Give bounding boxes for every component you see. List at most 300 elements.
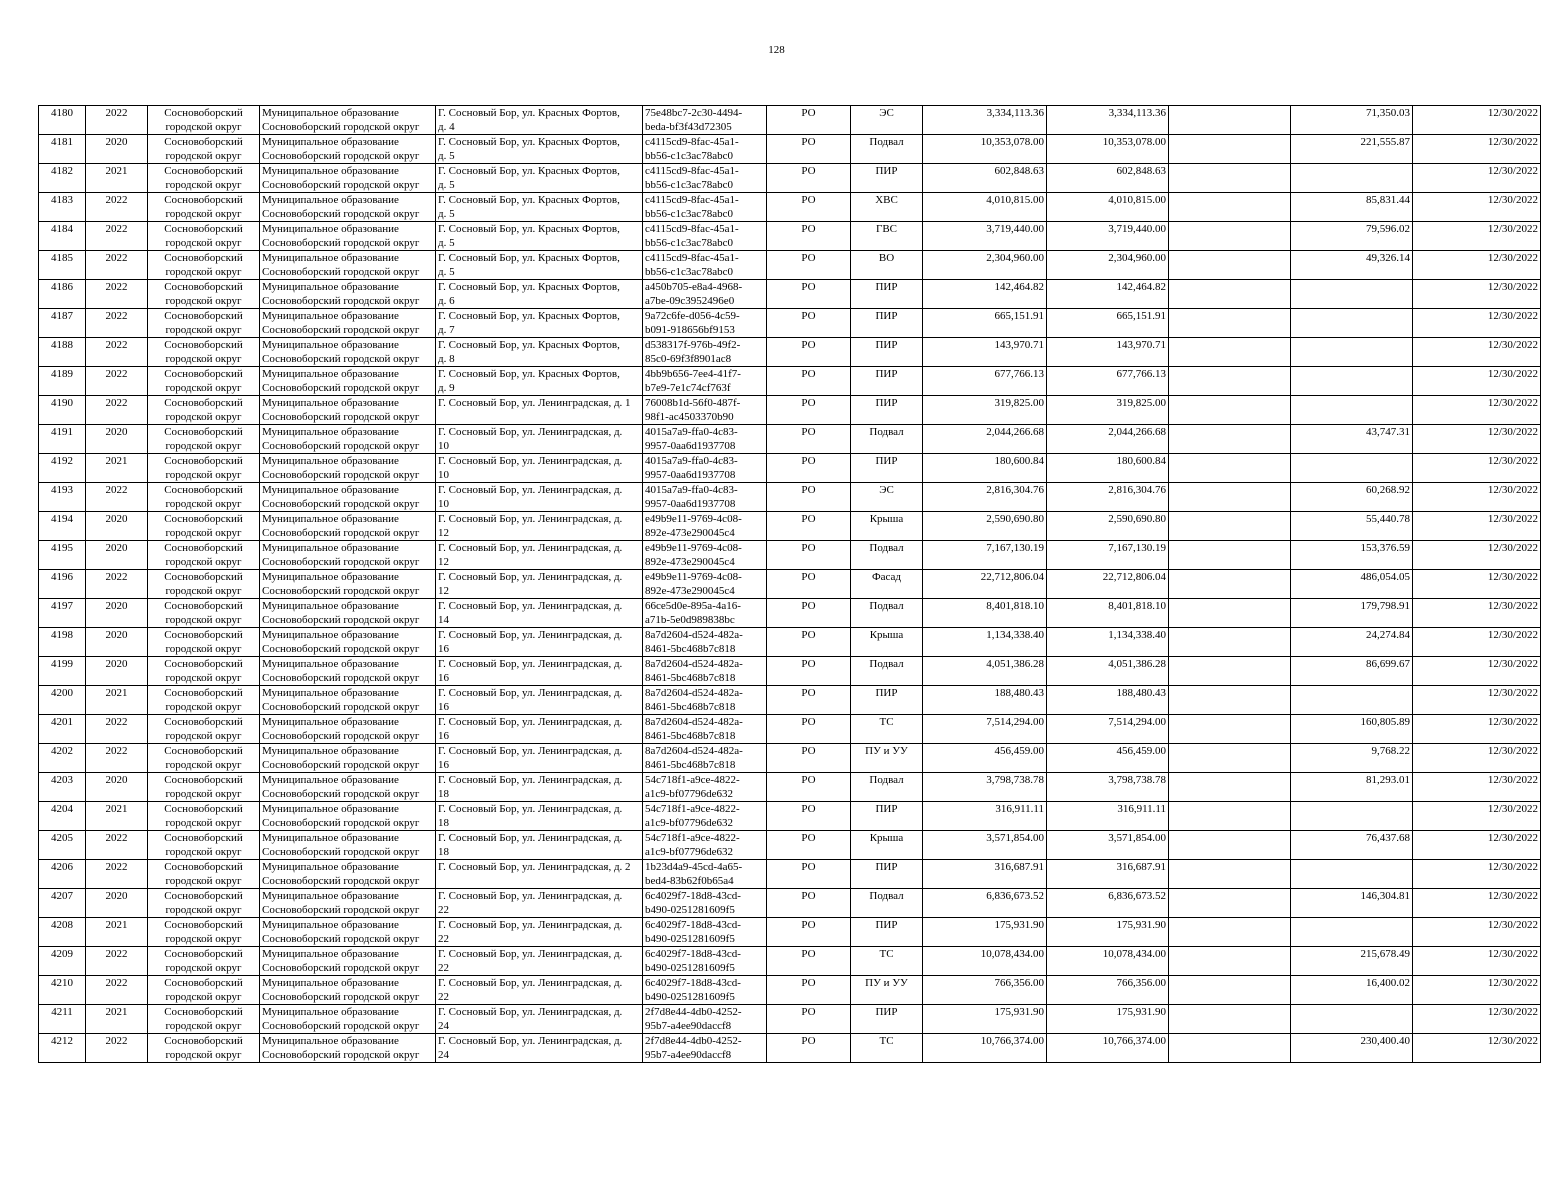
cell-extra [1169, 454, 1291, 483]
cell-program: РО [767, 657, 851, 686]
cell-work-type: ПУ и УУ [851, 976, 923, 1005]
cell-house-guid-line: 4015a7a9-ffa0-4c83- [645, 455, 738, 467]
cell-fee: 60,268.92 [1291, 483, 1413, 512]
cell-municipality-line: Сосновоборский городской округ [262, 295, 420, 307]
cell-total: 3,798,738.78 [1047, 773, 1169, 802]
cell-house-guid-line: 2f7d8e44-4db0-4252- [645, 1006, 742, 1018]
cell-address [436, 1005, 643, 1034]
cell-district-line: городской округ [165, 643, 242, 655]
cell-address [436, 164, 643, 193]
cell-number: 4191 [39, 425, 86, 454]
cell-total: 4,010,815.00 [1047, 193, 1169, 222]
cell-municipality-line: Муниципальное образование [262, 629, 399, 641]
cell-address-line: 16 [438, 759, 449, 771]
cell-address [436, 715, 643, 744]
cell-fee: 71,350.03 [1291, 106, 1413, 135]
cell-work-type: ПИР [851, 860, 923, 889]
cell-date: 12/30/2022 [1413, 483, 1541, 512]
cell-extra [1169, 1005, 1291, 1034]
table-row [39, 396, 1541, 425]
cell-fee: 160,805.89 [1291, 715, 1413, 744]
cell-program: РО [767, 889, 851, 918]
cell-district-line: городской округ [165, 614, 242, 626]
cell-year: 2022 [86, 1034, 148, 1063]
cell-address [436, 889, 643, 918]
cell-number: 4181 [39, 135, 86, 164]
cell-total: 3,719,440.00 [1047, 222, 1169, 251]
cell-program: РО [767, 512, 851, 541]
cell-house-guid [643, 193, 767, 222]
cell-year: 2022 [86, 976, 148, 1005]
cell-total: 180,600.84 [1047, 454, 1169, 483]
cell-extra [1169, 628, 1291, 657]
cell-house-guid [643, 454, 767, 483]
cell-address-line: 14 [438, 614, 449, 626]
cell-municipality-line: Сосновоборский городской округ [262, 556, 420, 568]
cell-cost: 175,931.90 [923, 1005, 1047, 1034]
cell-municipality [260, 193, 436, 222]
cell-number: 4202 [39, 744, 86, 773]
cell-house-guid-line: b490-0251281609f5 [645, 962, 735, 974]
cell-number: 4196 [39, 570, 86, 599]
cell-address-line: 16 [438, 672, 449, 684]
cell-date: 12/30/2022 [1413, 396, 1541, 425]
cell-house-guid-line: c4115cd9-8fac-45a1- [645, 136, 739, 148]
cell-fee: 153,376.59 [1291, 541, 1413, 570]
cell-address-line: 10 [438, 498, 449, 510]
cell-district-line: Сосновоборский [164, 368, 243, 380]
cell-municipality-line: Муниципальное образование [262, 310, 399, 322]
cell-district-line: городской округ [165, 817, 242, 829]
cell-total: 2,816,304.76 [1047, 483, 1169, 512]
cell-date: 12/30/2022 [1413, 628, 1541, 657]
cell-extra [1169, 889, 1291, 918]
table-row [39, 976, 1541, 1005]
cell-cost: 7,514,294.00 [923, 715, 1047, 744]
cell-work-type: ПИР [851, 1005, 923, 1034]
cell-municipality-line: Муниципальное образование [262, 397, 399, 409]
cell-municipality-line: Муниципальное образование [262, 107, 399, 119]
cell-house-guid-line: b490-0251281609f5 [645, 991, 735, 1003]
cell-date: 12/30/2022 [1413, 512, 1541, 541]
cell-district-line: Сосновоборский [164, 571, 243, 583]
cell-house-guid-line: bed4-83b62f0b65a4 [645, 875, 734, 887]
cell-number: 4206 [39, 860, 86, 889]
table-row [39, 860, 1541, 889]
cell-extra [1169, 251, 1291, 280]
cell-year: 2022 [86, 251, 148, 280]
cell-year: 2020 [86, 541, 148, 570]
cell-house-guid-line: bb56-c1c3ac78abc0 [645, 237, 733, 249]
cell-municipality-line: Муниципальное образование [262, 774, 399, 786]
cell-district-line: Сосновоборский [164, 310, 243, 322]
cell-extra [1169, 309, 1291, 338]
cell-district-line: городской округ [165, 730, 242, 742]
cell-cost: 2,044,266.68 [923, 425, 1047, 454]
cell-house-guid [643, 396, 767, 425]
cell-municipality [260, 599, 436, 628]
cell-number: 4201 [39, 715, 86, 744]
cell-district-line: Сосновоборский [164, 832, 243, 844]
cell-district [148, 599, 260, 628]
cell-date: 12/30/2022 [1413, 715, 1541, 744]
cell-district-line: Сосновоборский [164, 1006, 243, 1018]
cell-address-line: Г. Сосновый Бор, ул. Ленинградская, д. [438, 513, 623, 525]
cell-district [148, 309, 260, 338]
table-row [39, 251, 1541, 280]
table-row [39, 686, 1541, 715]
cell-address [436, 918, 643, 947]
cell-program: РО [767, 483, 851, 512]
table-row [39, 889, 1541, 918]
cell-municipality-line: Муниципальное образование [262, 658, 399, 670]
cell-district [148, 831, 260, 860]
cell-work-type: ПУ и УУ [851, 744, 923, 773]
cell-fee [1291, 918, 1413, 947]
cell-extra [1169, 1034, 1291, 1063]
cell-work-type: ЭС [851, 106, 923, 135]
cell-year: 2020 [86, 773, 148, 802]
cell-municipality [260, 425, 436, 454]
cell-date: 12/30/2022 [1413, 280, 1541, 309]
cell-municipality-line: Муниципальное образование [262, 252, 399, 264]
cell-cost: 10,353,078.00 [923, 135, 1047, 164]
cell-year: 2022 [86, 280, 148, 309]
cell-address [436, 106, 643, 135]
cell-municipality-line: Муниципальное образование [262, 977, 399, 989]
cell-address-line: Г. Сосновый Бор, ул. Красных Фортов, [438, 310, 620, 322]
cell-municipality [260, 338, 436, 367]
cell-address [436, 599, 643, 628]
cell-year: 2021 [86, 164, 148, 193]
cell-program: РО [767, 1034, 851, 1063]
cell-work-type: Подвал [851, 135, 923, 164]
cell-municipality-line: Сосновоборский городской округ [262, 411, 420, 423]
cell-address [436, 338, 643, 367]
cell-house-guid-line: c4115cd9-8fac-45a1- [645, 223, 739, 235]
cell-number: 4186 [39, 280, 86, 309]
cell-district-line: Сосновоборский [164, 774, 243, 786]
cell-district [148, 135, 260, 164]
table-row [39, 599, 1541, 628]
cell-district-line: городской округ [165, 962, 242, 974]
cell-municipality-line: Сосновоборский городской округ [262, 817, 420, 829]
cell-house-guid-line: 2f7d8e44-4db0-4252- [645, 1035, 742, 1047]
cell-house-guid [643, 541, 767, 570]
cell-district-line: городской округ [165, 237, 242, 249]
table-row [39, 947, 1541, 976]
cell-house-guid [643, 338, 767, 367]
cell-municipality [260, 802, 436, 831]
table-row [39, 1005, 1541, 1034]
cell-address [436, 628, 643, 657]
cell-date: 12/30/2022 [1413, 686, 1541, 715]
cell-fee [1291, 164, 1413, 193]
cell-address-line: 10 [438, 440, 449, 452]
cell-district-line: Сосновоборский [164, 658, 243, 670]
cell-extra [1169, 744, 1291, 773]
cell-program: РО [767, 599, 851, 628]
cell-number: 4210 [39, 976, 86, 1005]
cell-address-line: Г. Сосновый Бор, ул. Ленинградская, д. [438, 687, 623, 699]
cell-district-line: городской округ [165, 846, 242, 858]
cell-house-guid [643, 715, 767, 744]
cell-municipality-line: Сосновоборский городской округ [262, 846, 420, 858]
cell-cost: 4,010,815.00 [923, 193, 1047, 222]
cell-municipality-line: Сосновоборский городской округ [262, 614, 420, 626]
table-row [39, 454, 1541, 483]
cell-municipality-line: Сосновоборский городской округ [262, 266, 420, 278]
cell-number: 4185 [39, 251, 86, 280]
cell-house-guid-line: 8461-5bc468b7c818 [645, 672, 736, 684]
cell-house-guid-line: 76008b1d-56f0-487f- [645, 397, 741, 409]
table-row [39, 831, 1541, 860]
cell-program: РО [767, 686, 851, 715]
table-row [39, 483, 1541, 512]
cell-work-type: Крыша [851, 628, 923, 657]
cell-district-line: городской округ [165, 1049, 242, 1061]
cell-number: 4205 [39, 831, 86, 860]
cell-municipality-line: Сосновоборский городской округ [262, 179, 420, 191]
cell-address-line: Г. Сосновый Бор, ул. Красных Фортов, [438, 107, 620, 119]
cell-municipality-line: Муниципальное образование [262, 165, 399, 177]
cell-house-guid-line: b091-918656bf9153 [645, 324, 735, 336]
cell-number: 4188 [39, 338, 86, 367]
cell-program: РО [767, 309, 851, 338]
cell-district-line: городской округ [165, 585, 242, 597]
cell-work-type: ПИР [851, 338, 923, 367]
cell-house-guid [643, 918, 767, 947]
cell-address-line: Г. Сосновый Бор, ул. Красных Фортов, [438, 223, 620, 235]
cell-address-line: 12 [438, 585, 449, 597]
cell-district-line: городской округ [165, 904, 242, 916]
cell-district-line: Сосновоборский [164, 339, 243, 351]
cell-municipality [260, 367, 436, 396]
cell-district [148, 889, 260, 918]
cell-year: 2022 [86, 831, 148, 860]
cell-extra [1169, 715, 1291, 744]
cell-municipality-line: Муниципальное образование [262, 136, 399, 148]
cell-district-line: городской округ [165, 933, 242, 945]
cell-municipality-line: Сосновоборский городской округ [262, 324, 420, 336]
cell-address-line: д. 6 [438, 295, 455, 307]
cell-house-guid [643, 106, 767, 135]
cell-municipality [260, 396, 436, 425]
table-row [39, 367, 1541, 396]
cell-house-guid [643, 976, 767, 1005]
cell-address-line: Г. Сосновый Бор, ул. Ленинградская, д. [438, 919, 623, 931]
cell-cost: 2,304,960.00 [923, 251, 1047, 280]
cell-year: 2022 [86, 222, 148, 251]
cell-year: 2022 [86, 744, 148, 773]
cell-cost: 766,356.00 [923, 976, 1047, 1005]
cell-house-guid-line: bb56-c1c3ac78abc0 [645, 179, 733, 191]
cell-work-type: ПИР [851, 367, 923, 396]
cell-district [148, 396, 260, 425]
cell-house-guid-line: 8a7d2604-d524-482a- [645, 745, 743, 757]
cell-year: 2022 [86, 947, 148, 976]
cell-number: 4199 [39, 657, 86, 686]
cell-number: 4180 [39, 106, 86, 135]
cell-total: 677,766.13 [1047, 367, 1169, 396]
cell-house-guid-line: e49b9e11-9769-4c08- [645, 571, 742, 583]
cell-number: 4187 [39, 309, 86, 338]
cell-program: РО [767, 193, 851, 222]
cell-municipality-line: Муниципальное образование [262, 716, 399, 728]
cell-date: 12/30/2022 [1413, 947, 1541, 976]
cell-district-line: Сосновоборский [164, 890, 243, 902]
cell-house-guid-line: 8a7d2604-d524-482a- [645, 658, 743, 670]
cell-address [436, 280, 643, 309]
cell-municipality-line: Муниципальное образование [262, 426, 399, 438]
cell-date: 12/30/2022 [1413, 338, 1541, 367]
cell-work-type: ПИР [851, 686, 923, 715]
cell-number: 4194 [39, 512, 86, 541]
cell-house-guid-line: 98f1-ac4503370b90 [645, 411, 734, 423]
cell-address-line: Г. Сосновый Бор, ул. Ленинградская, д. [438, 658, 623, 670]
cell-cost: 7,167,130.19 [923, 541, 1047, 570]
cell-municipality-line: Муниципальное образование [262, 484, 399, 496]
cell-house-guid-line: bb56-c1c3ac78abc0 [645, 208, 733, 220]
cell-work-type: ПИР [851, 918, 923, 947]
cell-municipality-line: Сосновоборский городской округ [262, 585, 420, 597]
cell-date: 12/30/2022 [1413, 1034, 1541, 1063]
cell-address [436, 947, 643, 976]
cell-municipality-line: Муниципальное образование [262, 948, 399, 960]
cell-municipality-line: Муниципальное образование [262, 890, 399, 902]
cell-municipality [260, 860, 436, 889]
cell-fee: 16,400.02 [1291, 976, 1413, 1005]
cell-district [148, 686, 260, 715]
cell-municipality-line: Сосновоборский городской округ [262, 730, 420, 742]
cell-fee: 86,699.67 [1291, 657, 1413, 686]
table-row [39, 135, 1541, 164]
cell-address-line: 18 [438, 788, 449, 800]
cell-extra [1169, 570, 1291, 599]
cell-total: 456,459.00 [1047, 744, 1169, 773]
cell-date: 12/30/2022 [1413, 454, 1541, 483]
cell-municipality [260, 251, 436, 280]
cell-date: 12/30/2022 [1413, 918, 1541, 947]
cell-municipality-line: Муниципальное образование [262, 513, 399, 525]
cell-house-guid-line: 95b7-a4ee90daccf8 [645, 1049, 732, 1061]
cell-address-line: Г. Сосновый Бор, ул. Ленинградская, д. [438, 745, 623, 757]
cell-year: 2022 [86, 367, 148, 396]
cell-cost: 10,766,374.00 [923, 1034, 1047, 1063]
cell-year: 2020 [86, 512, 148, 541]
cell-date: 12/30/2022 [1413, 135, 1541, 164]
cell-total: 665,151.91 [1047, 309, 1169, 338]
cell-address [436, 309, 643, 338]
cell-work-type: Крыша [851, 831, 923, 860]
cell-address-line: Г. Сосновый Бор, ул. Ленинградская, д. [438, 948, 623, 960]
cell-district-line: городской округ [165, 353, 242, 365]
cell-district [148, 570, 260, 599]
cell-municipality-line: Сосновоборский городской округ [262, 701, 420, 713]
cell-fee [1291, 396, 1413, 425]
cell-municipality [260, 512, 436, 541]
table-row [39, 193, 1541, 222]
cell-address-line: Г. Сосновый Бор, ул. Ленинградская, д. [438, 629, 623, 641]
cell-district-line: Сосновоборский [164, 455, 243, 467]
cell-extra [1169, 802, 1291, 831]
cell-house-guid-line: c4115cd9-8fac-45a1- [645, 194, 739, 206]
cell-fee [1291, 338, 1413, 367]
cell-cost: 2,590,690.80 [923, 512, 1047, 541]
table-row [39, 1034, 1541, 1063]
cell-district [148, 744, 260, 773]
cell-municipality-line: Муниципальное образование [262, 687, 399, 699]
cell-number: 4182 [39, 164, 86, 193]
cell-work-type: ПИР [851, 802, 923, 831]
cell-house-guid [643, 222, 767, 251]
cell-work-type: ХВС [851, 193, 923, 222]
cell-municipality-line: Муниципальное образование [262, 1006, 399, 1018]
cell-total: 2,044,266.68 [1047, 425, 1169, 454]
cell-program: РО [767, 744, 851, 773]
cell-district [148, 367, 260, 396]
table-row [39, 309, 1541, 338]
cell-municipality [260, 106, 436, 135]
cell-address [436, 367, 643, 396]
cell-house-guid-line: 892e-473e290045c4 [645, 556, 735, 568]
cell-work-type: Подвал [851, 889, 923, 918]
cell-municipality [260, 309, 436, 338]
cell-year: 2022 [86, 309, 148, 338]
cell-fee [1291, 1005, 1413, 1034]
cell-municipality-line: Сосновоборский городской округ [262, 788, 420, 800]
cell-district-line: Сосновоборский [164, 484, 243, 496]
cell-address-line: Г. Сосновый Бор, ул. Ленинградская, д. [438, 977, 623, 989]
cell-house-guid-line: 4015a7a9-ffa0-4c83- [645, 426, 738, 438]
cell-address-line: Г. Сосновый Бор, ул. Ленинградская, д. [438, 890, 623, 902]
cell-cost: 6,836,673.52 [923, 889, 1047, 918]
cell-municipality-line: Муниципальное образование [262, 919, 399, 931]
cell-extra [1169, 512, 1291, 541]
cell-extra [1169, 396, 1291, 425]
cell-fee [1291, 367, 1413, 396]
cell-district-line: городской округ [165, 411, 242, 423]
cell-cost: 175,931.90 [923, 918, 1047, 947]
cell-date: 12/30/2022 [1413, 599, 1541, 628]
cell-address-line: Г. Сосновый Бор, ул. Ленинградская, д. 1 [438, 397, 631, 409]
cell-program: РО [767, 918, 851, 947]
cell-program: РО [767, 367, 851, 396]
cell-date: 12/30/2022 [1413, 860, 1541, 889]
cell-address-line: д. 8 [438, 353, 455, 365]
cell-municipality-line: Сосновоборский городской округ [262, 1049, 420, 1061]
cell-house-guid [643, 367, 767, 396]
cell-extra [1169, 831, 1291, 860]
cell-district-line: Сосновоборский [164, 861, 243, 873]
cell-house-guid-line: d538317f-976b-49f2- [645, 339, 741, 351]
cell-municipality-line: Муниципальное образование [262, 600, 399, 612]
cell-address-line: Г. Сосновый Бор, ул. Красных Фортов, [438, 252, 620, 264]
cell-district-line: городской округ [165, 295, 242, 307]
cell-municipality-line: Муниципальное образование [262, 223, 399, 235]
cell-district-line: Сосновоборский [164, 716, 243, 728]
cell-cost: 3,334,113.36 [923, 106, 1047, 135]
cell-address-line: Г. Сосновый Бор, ул. Красных Фортов, [438, 281, 620, 293]
cell-fee: 9,768.22 [1291, 744, 1413, 773]
cell-address [436, 976, 643, 1005]
cell-district-line: Сосновоборский [164, 600, 243, 612]
cell-district-line: городской округ [165, 469, 242, 481]
cell-district [148, 106, 260, 135]
cell-cost: 319,825.00 [923, 396, 1047, 425]
cell-municipality [260, 918, 436, 947]
cell-address [436, 831, 643, 860]
